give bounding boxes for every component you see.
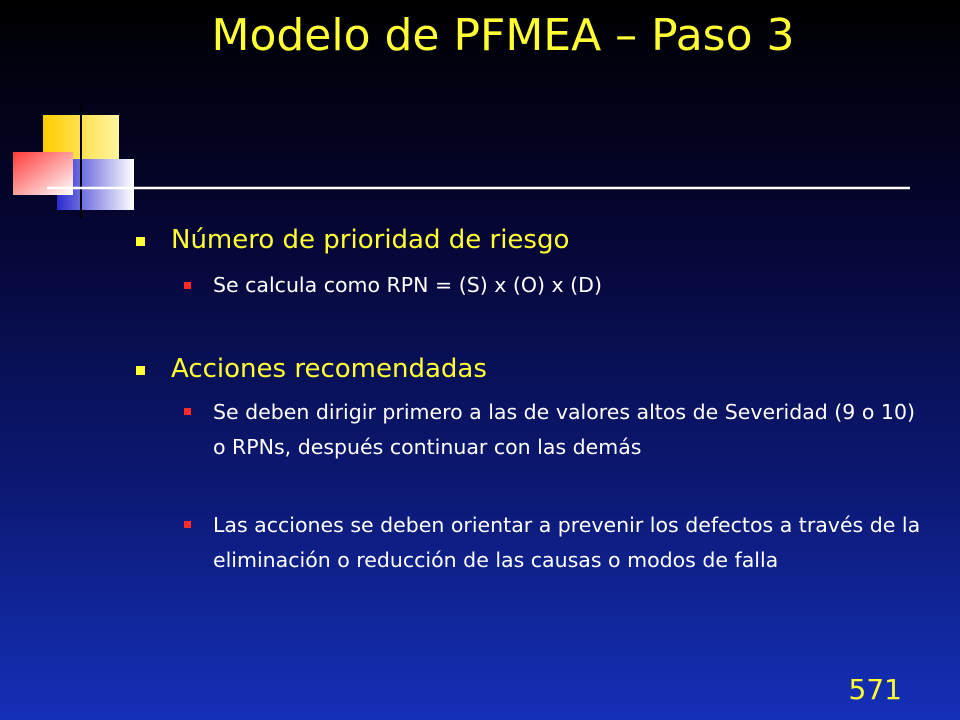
deco-yellow-square	[43, 115, 119, 175]
bullet-item: Las acciones se deben orientar a prevenir los defectos a través de la eliminación o reducción de las causas o modos de falla	[213, 513, 921, 572]
slide-number: 571	[848, 673, 902, 706]
bullet-marker	[136, 237, 145, 246]
bullet-item: Se deben dirigir primero a las de valores altos de Severidad (9 o 10) o RPNs, después continuar con las demás	[213, 400, 916, 459]
deco-red-square	[13, 152, 73, 195]
subbullet-marker	[184, 282, 191, 289]
deco-blue-square	[57, 159, 134, 210]
slide-title: Modelo de PFMEA – Paso 3	[211, 10, 795, 61]
subbullet-marker	[184, 408, 191, 415]
bullet-marker	[136, 366, 145, 375]
subbullet-marker	[184, 521, 191, 528]
section-heading: Acciones recomendadas	[171, 354, 487, 384]
bullet-item: Se calcula como RPN = (S) x (O) x (D)	[213, 273, 602, 297]
section-heading: Número de prioridad de riesgo	[171, 225, 570, 255]
